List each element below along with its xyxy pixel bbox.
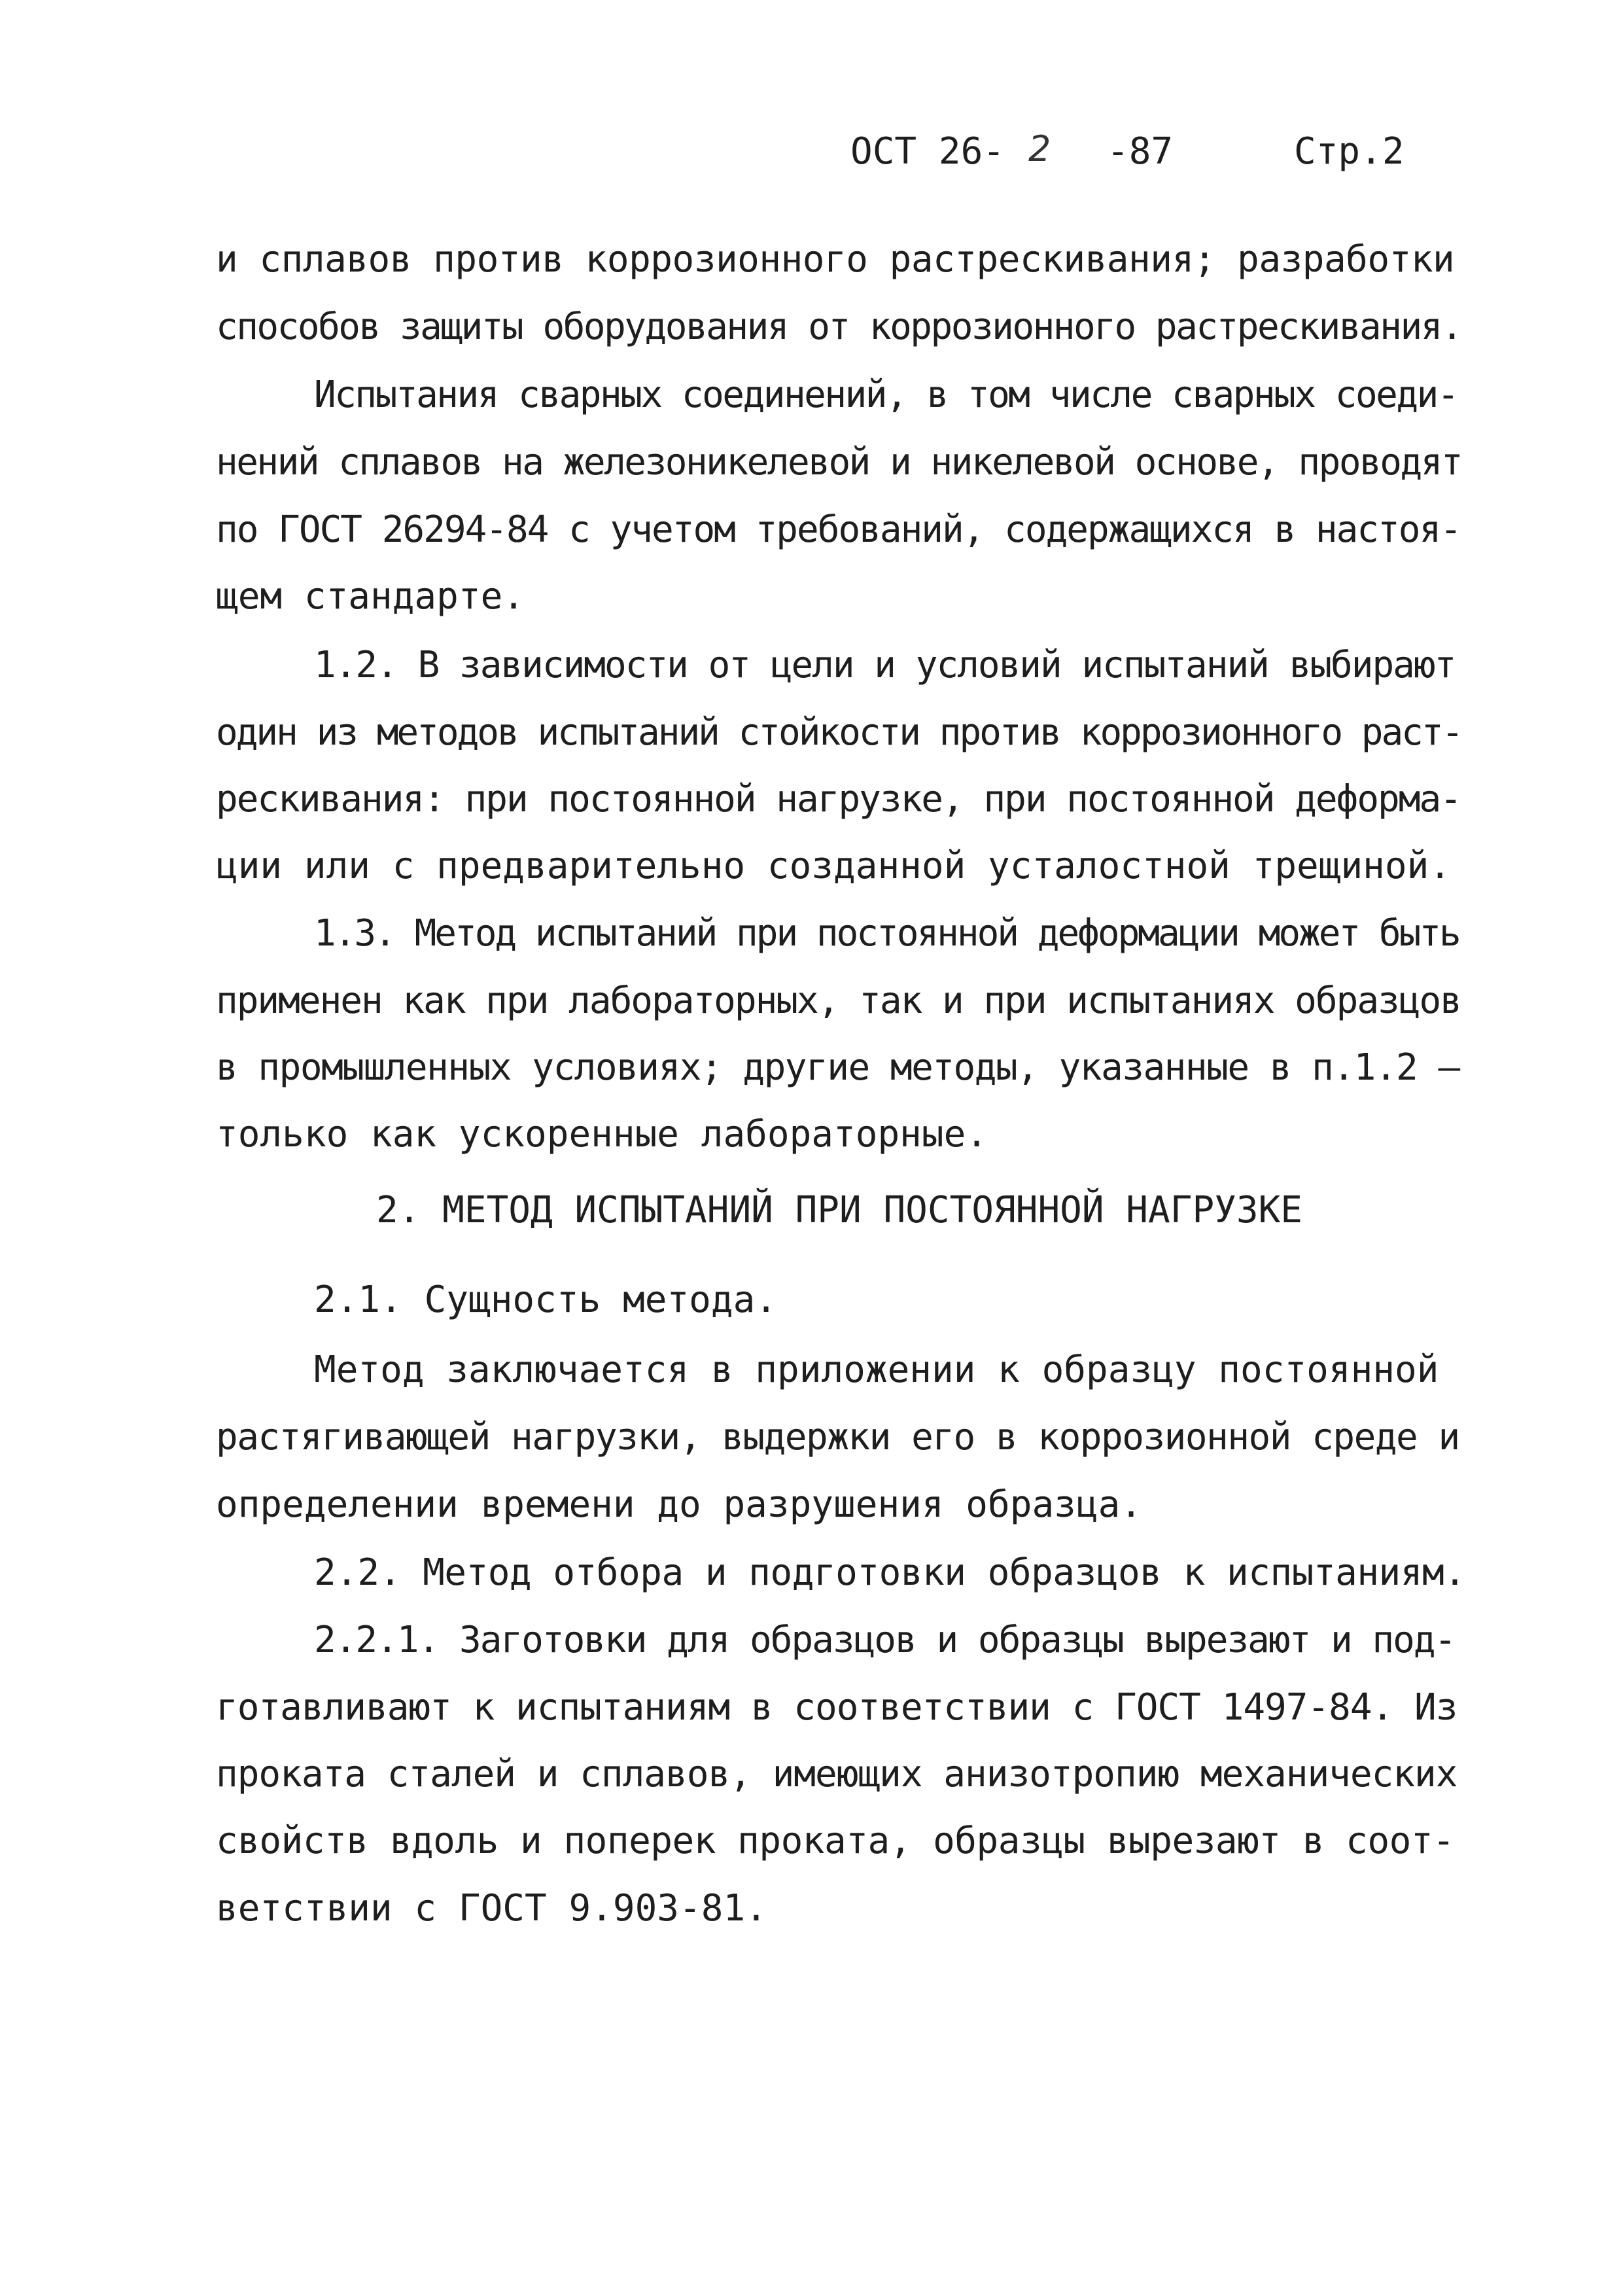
text-line: ции или с предварительно созданной усталостной трещиной. — [216, 845, 1452, 887]
text-line: свойств вдоль и поперек проката, образцы вырезают в соот- — [216, 1820, 1455, 1862]
text-line: ветствии с ГОСТ 9.903-81. — [216, 1887, 767, 1930]
clause-2-2-heading: 2.2. Метод отбора и подготовки образцов к испытаниям. — [314, 1551, 1466, 1594]
text-line: в промышленных условиях; другие методы, указанные в п.1.2 – — [216, 1046, 1459, 1089]
text-line: проката сталей и сплавов, имеющих анизотропию механических — [216, 1753, 1457, 1795]
doc-code-prefix: ОСТ 26- — [850, 130, 1005, 173]
clause-2-1-heading: 2.1. Сущность метода. — [314, 1279, 778, 1321]
section-title: 2. МЕТОД ИСПЫТАНИЙ ПРИ ПОСТОЯННОЙ НАГРУЗКЕ — [376, 1189, 1303, 1231]
text-line: 1.3. Метод испытаний при постоянной деформации может быть — [314, 912, 1459, 955]
text-line: только как ускоренные лабораторные. — [216, 1113, 988, 1156]
text-line: готавливают к испытаниям в соответствии с ГОСТ 1497-84. Из — [216, 1686, 1457, 1729]
text-line: и сплавов против коррозионного растрескивания; разработки — [216, 238, 1455, 281]
text-line: растягивающей нагрузки, выдержки его в коррозионной среде и — [216, 1416, 1459, 1458]
text-line: один из методов испытаний стойкости против коррозионного раст- — [216, 711, 1462, 754]
text-line: способов защиты оборудования от коррозионного растрескивания. — [216, 306, 1462, 348]
doc-code-number-handwritten: 2 — [1028, 128, 1051, 169]
text-line: применен как при лабораторных, так и при испытаниях образцов — [216, 980, 1461, 1022]
text-line: 1.2. В зависимости от цели и условий испытаний выбирают — [314, 644, 1456, 686]
text-line: по ГОСТ 26294-84 с учетом требований, содержащихся в настоя- — [216, 508, 1461, 551]
page-number: Стр.2 — [1294, 130, 1405, 173]
text-line: рескивания: при постоянной нагрузке, при постоянной деформа- — [216, 778, 1461, 821]
text-line: Испытания сварных соединений, в том числе сварных соеди- — [314, 374, 1458, 416]
text-line: 2.2.1. Заготовки для образцов и образцы вырезают и под- — [314, 1619, 1456, 1661]
text-line: щем стандарте. — [216, 575, 525, 618]
text-line: определении времени до разрушения образца. — [216, 1483, 1143, 1526]
doc-code-suffix: -87 — [1107, 130, 1174, 173]
text-line: нений сплавов на железоникелевой и никелевой основе, проводят — [216, 441, 1462, 484]
text-line: Метод заключается в приложении к образцу постоянной — [314, 1349, 1439, 1391]
